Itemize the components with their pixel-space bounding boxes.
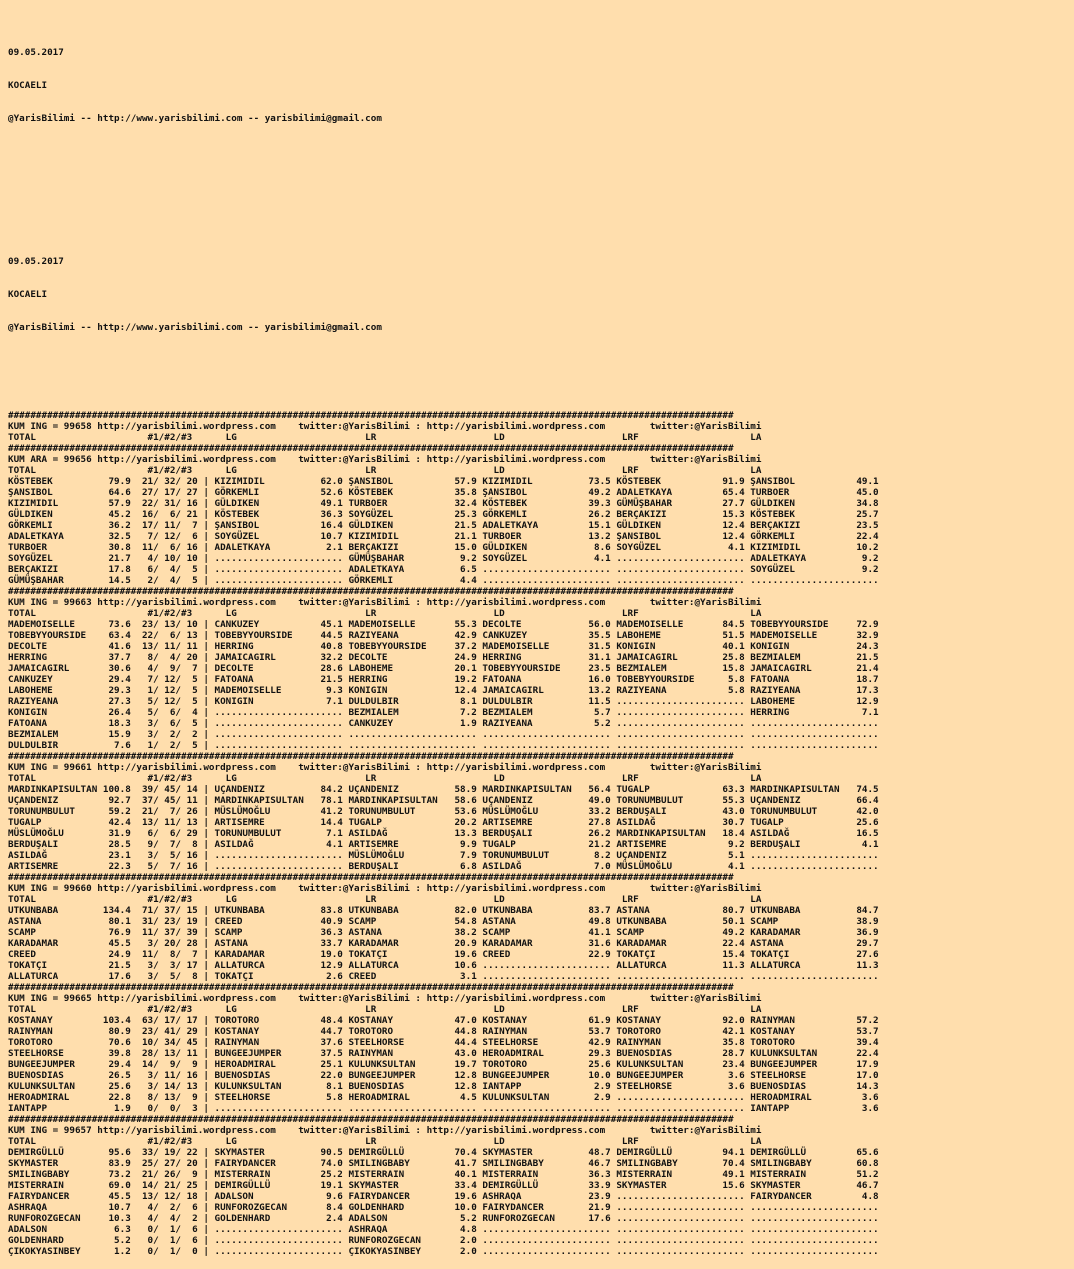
race-table-row: GÜLDIKEN 45.2 16/ 6/ 21 | KÖSTEBEK 36.3 SOYGÜZEL 25.3 GÖRKEMLI 26.2 BERÇAKIZI 15.3 KÖSTEBEK 25.7: [8, 510, 879, 520]
race-table-row: FAIRYDANCER 45.5 13/ 12/ 18 | ADALSON 9.6 FAIRYDANCER 19.6 ASHRAQA 23.9 ....................... FAIRYDANCER 4.8: [8, 1192, 879, 1202]
race-block: [8, 1115, 1074, 1258]
race-table-row: STEELHORSE 39.8 28/ 13/ 11 | BUNGEEJUMPER 37.5 RAINYMAN 43.0 HEROADMIRAL 29.3 BUENOSDIAS 28.7 KULUNKSULTAN 22.4: [8, 1049, 879, 1059]
race-table-row: CANKUZEY 29.4 7/ 12/ 5 | FATOANA 21.5 HERRING 19.2 FATOANA 16.0 TOBEBYYOURSIDE 5.8 FATOANA 18.7: [8, 675, 879, 685]
race-header-line: KUM ING = 99665 http://yarisbilimi.wordpress.com twitter:@YarisBilimi : http://yarisbilimi.wordpress.com twitter:@YarisBilimi: [8, 994, 762, 1004]
race-block: [8, 983, 1074, 1115]
column-header-line: TOTAL #1/#2/#3 LG LR LD LRF LA: [8, 895, 762, 905]
blank-line: [8, 169, 1074, 180]
race-table-row: KOSTANAY 103.4 63/ 17/ 17 | TOROTORO 48.4 KOSTANAY 47.0 KOSTANAY 61.9 KOSTANAY 92.0 RAINYMAN 57.2: [8, 1016, 879, 1026]
race-table-row: KULUNKSULTAN 25.6 3/ 14/ 13 | KULUNKSULTAN 8.1 BUENOSDIAS 12.8 IANTAPP 2.9 STEELHORSE 3.6 BUENOSDIAS 14.3: [8, 1082, 879, 1092]
race-header-line: KUM ING = 99660 http://yarisbilimi.wordpress.com twitter:@YarisBilimi : http://yarisbilimi.wordpress.com twitter:@YarisBilimi: [8, 884, 762, 894]
report-document: [8, 4, 1074, 1269]
race-table-row: TUGALP 42.4 13/ 11/ 13 | ARTISEMRE 14.4 TUGALP 20.2 ARTISEMRE 27.8 ASILDAĞ 30.7 TUGALP 25.6: [8, 818, 879, 828]
report-city: KOCAELI: [8, 81, 48, 91]
race-table-row: KÖSTEBEK 79.9 21/ 32/ 20 | KIZIMIDIL 62.0 ŞANSIBOL 57.9 KIZIMIDIL 73.5 KÖSTEBEK 91.9 ŞANSIBOL 49.1: [8, 477, 879, 487]
race-table-row: ÇIKOKYASINBEY 1.2 0/ 1/ 0 | ....................... ÇIKOKYASINBEY 2.0 ....................... ....................... .......................: [8, 1247, 879, 1257]
race-table-row: ASILDAĞ 23.1 3/ 5/ 16 | ....................... MÜSLÜMOĞLU 7.9 TORUNUMBULUT 8.2 UÇANDENIZ 5.1 .......................: [8, 851, 879, 861]
race-table-row: KIZIMIDIL 57.9 22/ 31/ 16 | GÜLDIKEN 49.1 TURBOER 32.4 KÖSTEBEK 39.3 GÜMÜŞBAHAR 27.7 GÜLDIKEN 34.8: [8, 499, 879, 509]
header-block-2: [8, 235, 1074, 356]
report-contact: @YarisBilimi -- http://www.yarisbilimi.com -- yarisbilimi@gmail.com: [8, 114, 382, 124]
separator-line: ##################################################################################################################################: [8, 587, 734, 597]
race-table-row: ALLATURCA 17.6 3/ 5/ 8 | TOKATÇI 2.6 CREED 3.1 ....................... ....................... .......................: [8, 972, 879, 982]
race-table-row: ARTISEMRE 22.3 5/ 7/ 16 | ....................... BERDUŞALI 6.8 ASILDAĞ 7.0 MÜSLÜMOĞLU 4.1 .......................: [8, 862, 879, 872]
race-block: [8, 444, 1074, 587]
race-table-row: TURBOER 30.8 11/ 6/ 16 | ADALETKAYA 2.1 BERÇAKIZI 15.0 GÜLDIKEN 8.6 SOYGÜZEL 4.1 KIZIMIDIL 10.2: [8, 543, 879, 553]
column-header-line: TOTAL #1/#2/#3 LG LR LD LRF LA: [8, 1005, 762, 1015]
race-table-row: GOLDENHARD 5.2 0/ 1/ 6 | ....................... RUNFOROZGECAN 2.0 ....................... ....................... .......................: [8, 1236, 879, 1246]
race-table-row: ŞANSIBOL 64.6 27/ 17/ 27 | GÖRKEMLI 52.6 KÖSTEBEK 35.8 ŞANSIBOL 49.2 ADALETKAYA 65.4 TURBOER 45.0: [8, 488, 879, 498]
race-header-line: KUM ING = 99658 http://yarisbilimi.wordpress.com twitter:@YarisBilimi : http://yarisbilimi.wordpress.com twitter:@YarisBilimi: [8, 422, 762, 432]
race-table-row: KARADAMAR 45.5 3/ 20/ 28 | ASTANA 33.7 KARADAMAR 20.9 KARADAMAR 31.6 KARADAMAR 22.4 ASTANA 29.7: [8, 939, 879, 949]
race-table-row: SCAMP 76.9 11/ 37/ 39 | SCAMP 36.3 ASTANA 38.2 SCAMP 41.1 SCAMP 49.2 KARADAMAR 36.9: [8, 928, 879, 938]
race-table-row: FATOANA 18.3 3/ 6/ 5 | ....................... CANKUZEY 1.9 RAZIYEANA 5.2 ....................... .......................: [8, 719, 879, 729]
race-table-row: GÖRKEMLI 36.2 17/ 11/ 7 | ŞANSIBOL 16.4 GÜLDIKEN 21.5 ADALETKAYA 15.1 GÜLDIKEN 12.4 BERÇAKIZI 23.5: [8, 521, 879, 531]
separator-line: ##################################################################################################################################: [8, 411, 734, 421]
race-table-row: SOYGÜZEL 21.7 4/ 10/ 10 | ....................... GÜMÜŞBAHAR 9.2 SOYGÜZEL 4.1 ....................... ADALETKAYA 9.2: [8, 554, 879, 564]
race-table-row: TOROTORO 70.6 10/ 34/ 45 | RAINYMAN 37.6 STEELHORSE 44.4 STEELHORSE 42.9 RAINYMAN 35.8 TOROTORO 39.4: [8, 1038, 879, 1048]
race-header-line: KUM ING = 99663 http://yarisbilimi.wordpress.com twitter:@YarisBilimi : http://yarisbilimi.wordpress.com twitter:@YarisBilimi: [8, 598, 762, 608]
race-block: [8, 587, 1074, 752]
race-block: [8, 411, 1074, 444]
separator-line: ##################################################################################################################################: [8, 873, 734, 883]
race-table-row: TOBEBYYOURSIDE 63.4 22/ 6/ 13 | TOBEBYYOURSIDE 44.5 RAZIYEANA 42.9 CANKUZEY 35.5 LABOHEME 51.5 MADEMOISELLE 32.9: [8, 631, 879, 641]
race-table-row: ADALSON 6.3 0/ 1/ 6 | ....................... ASHRAQA 4.8 ....................... ....................... .......................: [8, 1225, 879, 1235]
race-table-row: UÇANDENIZ 92.7 37/ 45/ 11 | MARDINKAPISULTAN 78.1 MARDINKAPISULTAN 58.6 UÇANDENIZ 49.0 TORUNUMBULUT 55.3 UÇANDENIZ 66.4: [8, 796, 879, 806]
report-contact: @YarisBilimi -- http://www.yarisbilimi.com -- yarisbilimi@gmail.com: [8, 323, 382, 333]
race-table-row: MÜSLÜMOĞLU 31.9 6/ 6/ 29 | TORUNUMBULUT 7.1 ASILDAĞ 13.3 BERDUŞALI 26.2 MARDINKAPISULTAN 18.4 ASILDAĞ 16.5: [8, 829, 879, 839]
separator-line: ##################################################################################################################################: [8, 444, 734, 454]
separator-line: ##################################################################################################################################: [8, 1115, 734, 1125]
race-table-row: SKYMASTER 83.9 25/ 27/ 20 | FAIRYDANCER 74.0 SMILINGBABY 41.7 SMILINGBABY 46.7 SMILINGBABY 70.4 SMILINGBABY 60.8: [8, 1159, 879, 1169]
race-table-row: BEZMIALEM 15.9 3/ 2/ 2 | ....................... ....................... ....................... ....................... .......................: [8, 730, 879, 740]
race-table-row: MADEMOISELLE 73.6 23/ 13/ 10 | CANKUZEY 45.1 MADEMOISELLE 55.3 DECOLTE 56.0 MADEMOISELLE 84.5 TOBEBYYOURSIDE 72.9: [8, 620, 879, 630]
column-header-line: TOTAL #1/#2/#3 LG LR LD LRF LA: [8, 433, 762, 443]
blank-line: [8, 378, 1074, 389]
race-block: [8, 873, 1074, 983]
report-date: 09.05.2017: [8, 48, 64, 58]
column-header-line: TOTAL #1/#2/#3 LG LR LD LRF LA: [8, 609, 762, 619]
column-header-line: TOTAL #1/#2/#3 LG LR LD LRF LA: [8, 774, 762, 784]
race-header-line: KUM ING = 99661 http://yarisbilimi.wordpress.com twitter:@YarisBilimi : http://yarisbilimi.wordpress.com twitter:@YarisBilimi: [8, 763, 762, 773]
race-table-row: BERÇAKIZI 17.8 6/ 4/ 5 | ....................... ADALETKAYA 6.5 ....................... ....................... SOYGÜZEL 9.2: [8, 565, 879, 575]
race-table-row: DECOLTE 41.6 13/ 11/ 11 | HERRING 40.8 TOBEBYYOURSIDE 37.2 MADEMOISELLE 31.5 KONIGIN 40.1 KONIGIN 24.3: [8, 642, 879, 652]
race-table-row: BERDUŞALI 28.5 9/ 7/ 8 | ASILDAĞ 4.1 ARTISEMRE 9.9 TUGALP 21.2 ARTISEMRE 9.2 BERDUŞALI 4.1: [8, 840, 879, 850]
separator-line: ##################################################################################################################################: [8, 752, 734, 762]
race-table-row: TORUNUMBULUT 59.2 21/ 7/ 26 | MÜSLÜMOĞLU 41.2 TORUNUMBULUT 53.6 MÜSLÜMOĞLU 33.2 BERDUŞALI 43.0 TORUNUMBULUT 42.0: [8, 807, 879, 817]
race-block: [8, 752, 1074, 873]
race-table-row: ASTANA 80.1 31/ 23/ 19 | CREED 40.9 SCAMP 54.8 ASTANA 49.8 UTKUNBABA 50.1 SCAMP 38.9: [8, 917, 879, 927]
race-table-row: HERRING 37.7 8/ 4/ 20 | JAMAICAGIRL 32.2 DECOLTE 24.9 HERRING 31.1 JAMAICAGIRL 25.8 BEZMIALEM 21.5: [8, 653, 879, 663]
race-table-row: CREED 24.9 11/ 8/ 7 | KARADAMAR 19.0 TOKATÇI 19.6 CREED 22.9 TOKATÇI 15.4 TOKATÇI 27.6: [8, 950, 879, 960]
race-table-row: HEROADMIRAL 22.8 8/ 13/ 9 | STEELHORSE 5.8 HEROADMIRAL 4.5 KULUNKSULTAN 2.9 ....................... HEROADMIRAL 3.6: [8, 1093, 879, 1103]
race-table-row: LABOHEME 29.3 1/ 12/ 5 | MADEMOISELLE 9.3 KONIGIN 12.4 JAMAICAGIRL 13.2 RAZIYEANA 5.8 RAZIYEANA 17.3: [8, 686, 879, 696]
separator-line: ##################################################################################################################################: [8, 983, 734, 993]
race-table-row: ASHRAQA 10.7 4/ 2/ 6 | RUNFOROZGECAN 8.4 GOLDENHARD 10.0 FAIRYDANCER 21.9 ....................... .......................: [8, 1203, 879, 1213]
race-table-row: RUNFOROZGECAN 10.3 4/ 4/ 2 | GOLDENHARD 2.4 ADALSON 5.2 RUNFOROZGECAN 17.6 ....................... .......................: [8, 1214, 879, 1224]
races-container: [8, 411, 1074, 1258]
race-table-row: BUNGEEJUMPER 29.4 14/ 9/ 9 | HEROADMIRAL 25.1 KULUNKSULTAN 19.7 TOROTORO 25.6 KULUNKSULTAN 23.4 BUNGEEJUMPER 17.9: [8, 1060, 879, 1070]
race-header-line: KUM ARA = 99656 http://yarisbilimi.wordpress.com twitter:@YarisBilimi : http://yarisbilimi.wordpress.com twitter:@YarisBilimi: [8, 455, 762, 465]
race-table-row: SMILINGBABY 73.2 21/ 26/ 9 | MISTERRAIN 25.2 MISTERRAIN 40.1 MISTERRAIN 36.3 MISTERRAIN 49.1 MISTERRAIN 51.2: [8, 1170, 879, 1180]
race-table-row: KONIGIN 26.4 5/ 6/ 4 | ....................... BEZMIALEM 7.2 BEZMIALEM 5.7 ....................... HERRING 7.1: [8, 708, 879, 718]
race-table-row: DULDULBIR 7.6 1/ 2/ 5 | ....................... ....................... ....................... ....................... .......................: [8, 741, 879, 751]
race-table-row: ADALETKAYA 32.5 7/ 12/ 6 | SOYGÜZEL 10.7 KIZIMIDIL 21.1 TURBOER 13.2 ŞANSIBOL 12.4 GÖRKEMLI 22.4: [8, 532, 879, 542]
race-table-row: IANTAPP 1.9 0/ 0/ 3 | ....................... ....................... ....................... ....................... IANTAPP 3.6: [8, 1104, 879, 1114]
race-table-row: BUENOSDIAS 26.5 3/ 11/ 16 | BUENOSDIAS 22.0 BUNGEEJUMPER 12.8 BUNGEEJUMPER 10.0 BUNGEEJUMPER 3.6 STEELHORSE 17.0: [8, 1071, 879, 1081]
race-table-row: TOKATÇI 21.5 3/ 3/ 17 | ALLATURCA 12.9 ALLATURCA 10.6 ....................... ALLATURCA 11.3 ALLATURCA 11.3: [8, 961, 879, 971]
race-table-row: RAZIYEANA 27.3 5/ 12/ 5 | KONIGIN 7.1 DULDULBIR 8.1 DULDULBIR 11.5 ....................... LABOHEME 12.9: [8, 697, 879, 707]
race-header-line: KUM ING = 99657 http://yarisbilimi.wordpress.com twitter:@YarisBilimi : http://yarisbilimi.wordpress.com twitter:@YarisBilimi: [8, 1126, 762, 1136]
report-date: 09.05.2017: [8, 257, 64, 267]
header-block-1: [8, 26, 1074, 147]
column-header-line: TOTAL #1/#2/#3 LG LR LD LRF LA: [8, 1137, 762, 1147]
race-table-row: MISTERRAIN 69.0 14/ 21/ 25 | DEMIRGÜLLÜ 19.1 SKYMASTER 33.4 DEMIRGÜLLÜ 33.9 SKYMASTER 15.6 SKYMASTER 46.7: [8, 1181, 879, 1191]
race-table-row: MARDINKAPISULTAN 100.8 39/ 45/ 14 | UÇANDENIZ 84.2 UÇANDENIZ 58.9 MARDINKAPISULTAN 56.4 TUGALP 63.3 MARDINKAPISULTAN 74.5: [8, 785, 879, 795]
race-table-row: GÜMÜŞBAHAR 14.5 2/ 4/ 5 | ....................... GÖRKEMLI 4.4 ....................... ....................... .......................: [8, 576, 879, 586]
race-table-row: JAMAICAGIRL 30.6 4/ 9/ 7 | DECOLTE 28.6 LABOHEME 20.1 TOBEBYYOURSIDE 23.5 BEZMIALEM 15.8 JAMAICAGIRL 21.4: [8, 664, 879, 674]
race-table-row: UTKUNBABA 134.4 71/ 37/ 15 | UTKUNBABA 83.8 UTKUNBABA 82.0 UTKUNBABA 83.7 ASTANA 80.7 UTKUNBABA 84.7: [8, 906, 879, 916]
report-city: KOCAELI: [8, 290, 48, 300]
blank-line: [8, 202, 1074, 213]
race-table-row: DEMIRGÜLLÜ 95.6 33/ 19/ 22 | SKYMASTER 90.5 DEMIRGÜLLÜ 70.4 SKYMASTER 48.7 DEMIRGÜLLÜ 94.1 DEMIRGÜLLÜ 65.6: [8, 1148, 879, 1158]
column-header-line: TOTAL #1/#2/#3 LG LR LD LRF LA: [8, 466, 762, 476]
race-table-row: RAINYMAN 80.9 23/ 41/ 29 | KOSTANAY 44.7 TOROTORO 44.8 RAINYMAN 53.7 TOROTORO 42.1 KOSTANAY 53.7: [8, 1027, 879, 1037]
